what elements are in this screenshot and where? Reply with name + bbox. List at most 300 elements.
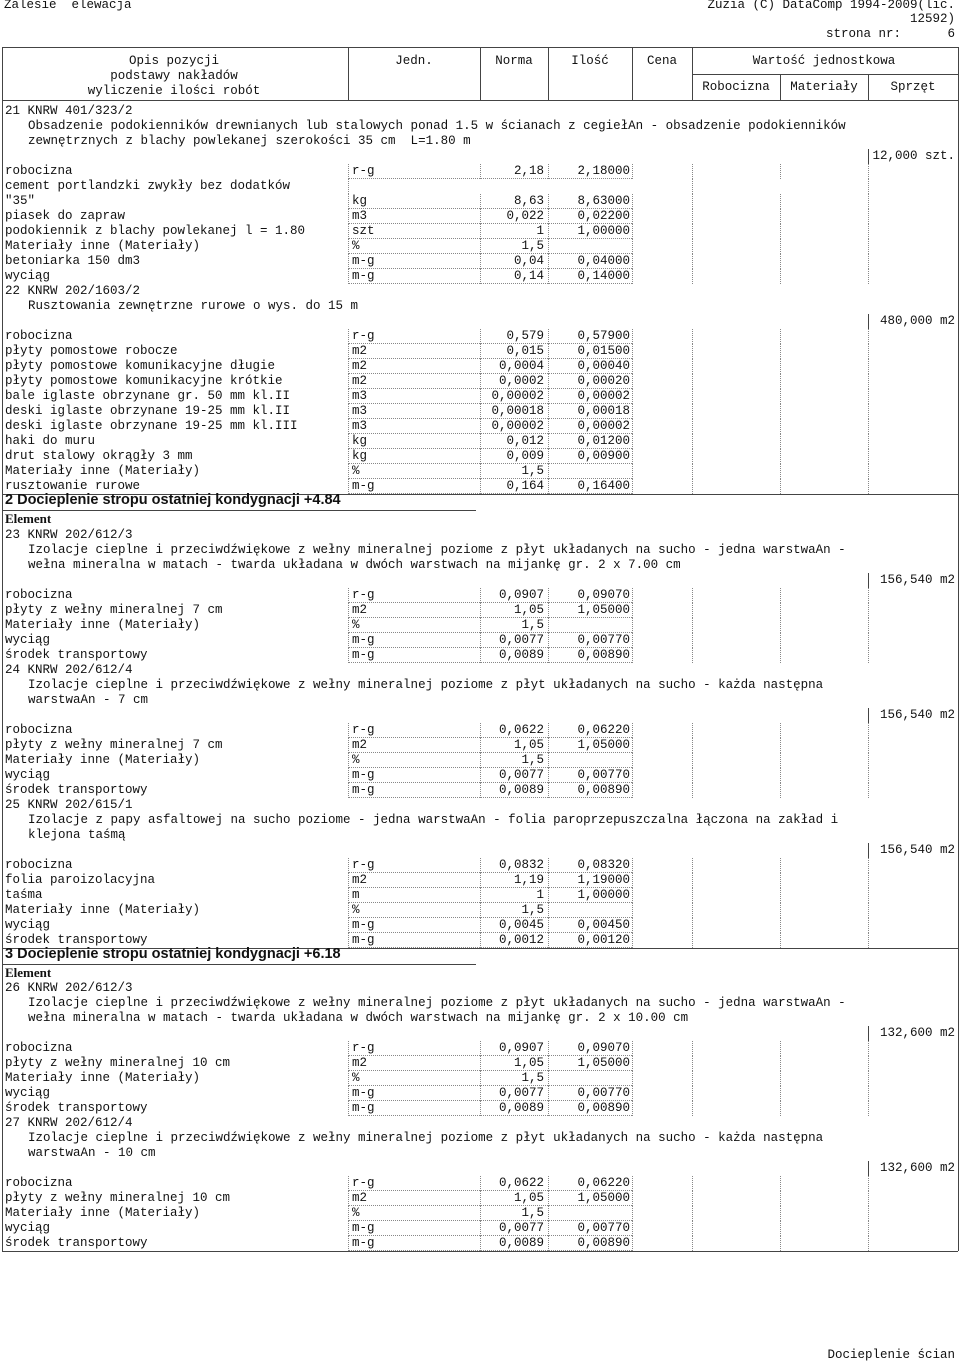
resource-quantity: 0,00890 [577, 1236, 630, 1250]
grid-line [480, 404, 481, 419]
position-description: warstwaAn - 10 cm [28, 1146, 156, 1160]
position-description: Izolacje cieplne i przeciwdźwiękowe z wełny mineralnej poziome z płyt układanych na sucho - każda następna [28, 678, 824, 692]
grid-line [868, 648, 869, 663]
resource-name: płyty z wełny mineralnej 10 cm [5, 1056, 231, 1070]
resource-name: środek transportowy [5, 1236, 148, 1250]
grid-line [480, 768, 481, 783]
grid-line [692, 1191, 693, 1206]
resource-name: haki do muru [5, 434, 96, 448]
resource-quantity: 1,00000 [577, 224, 630, 238]
grid-line [868, 1056, 869, 1071]
grid-line [548, 209, 549, 224]
resource-norma: 0,00018 [491, 404, 544, 418]
grid-line [692, 588, 693, 603]
header-jedn: Jedn. [395, 54, 433, 68]
resource-quantity: 0,00770 [577, 633, 630, 647]
grid-line [548, 768, 549, 783]
resource-unit: r-g [352, 723, 375, 737]
grid-line [692, 858, 693, 873]
grid-line [632, 1041, 633, 1056]
grid-line [480, 464, 481, 479]
grid-line [868, 903, 869, 918]
grid-line [348, 753, 349, 768]
grid-line [548, 464, 549, 479]
grid-line [348, 1071, 349, 1086]
grid-line [692, 888, 693, 903]
grid-line [780, 738, 781, 753]
resource-quantity: 0,00770 [577, 768, 630, 782]
grid-line [480, 254, 481, 269]
grid-line [348, 1115, 632, 1116]
grid-line [348, 164, 349, 179]
header-norma: Norma [495, 54, 533, 68]
grid-line [348, 918, 349, 933]
grid-line [868, 1101, 869, 1116]
grid-line [548, 1041, 549, 1056]
grid-line [692, 1206, 693, 1221]
grid-line [480, 224, 481, 239]
grid-line [632, 1191, 633, 1206]
grid-line [480, 753, 481, 768]
grid-line [780, 918, 781, 933]
grid-line [780, 588, 781, 603]
position-description: wełna mineralna w matach - twarda układana w dwóch warstwach na mijankę gr. 2 x 7.00 cm [28, 558, 681, 572]
grid-line [348, 239, 349, 254]
grid-line [632, 753, 633, 768]
resource-unit: % [352, 618, 360, 632]
grid-line [632, 603, 633, 618]
resource-norma: 0,579 [506, 329, 544, 343]
resource-unit: % [352, 239, 360, 253]
grid-line [868, 1041, 869, 1056]
grid-line [548, 633, 549, 648]
position-description: zewnętrznych z blachy powlekanej szerokości 35 cm L=1.80 m [28, 134, 471, 148]
grid-line [548, 1191, 549, 1206]
grid-line [548, 873, 549, 888]
grid-line [480, 344, 481, 359]
grid-line [692, 449, 693, 464]
resource-name: Materiały inne (Materiały) [5, 903, 201, 917]
resource-norma: 1 [536, 224, 544, 238]
grid-line [2, 964, 476, 965]
grid-line [480, 1176, 481, 1191]
resource-norma: 8,63 [513, 194, 544, 208]
grid-line [548, 389, 549, 404]
grid-line [480, 449, 481, 464]
grid-line [548, 753, 549, 768]
position-code: 25 KNRW 202/615/1 [5, 798, 133, 812]
grid-line [548, 404, 549, 419]
position-code: 22 KNRW 202/1603/2 [5, 284, 141, 298]
grid-line [480, 434, 481, 449]
grid-line [780, 888, 781, 903]
resource-unit: m2 [352, 359, 368, 373]
resource-quantity: 1,19000 [577, 873, 630, 887]
position-description: Izolacje cieplne i przeciwdźwiękowe z wełny mineralnej poziome z płyt układanych na sucho - każda następna [28, 1131, 824, 1145]
position-description: Izolacje cieplne i przeciwdźwiękowe z wełny mineralnej poziome z płyt układanych na sucho - jedna warstwaAn - [28, 996, 846, 1010]
grid-line [480, 588, 481, 603]
grid-line [632, 768, 633, 783]
resource-norma: 0,0089 [498, 1236, 544, 1250]
grid-line [780, 374, 781, 389]
document-title: Zalesie elewacja [4, 0, 132, 12]
grid-line [548, 164, 549, 179]
position-code: 23 KNRW 202/612/3 [5, 528, 133, 542]
grid-line [632, 783, 633, 798]
grid-line [780, 404, 781, 419]
grid-line [348, 888, 349, 903]
resource-quantity: 1,00000 [577, 888, 630, 902]
grid-line [632, 254, 633, 269]
resource-norma: 1,05 [513, 603, 544, 617]
grid-line [780, 194, 781, 209]
grid-line [780, 648, 781, 663]
grid-line [632, 1071, 633, 1086]
grid-line [548, 419, 549, 434]
grid-line [632, 1236, 633, 1251]
grid-line [480, 1191, 481, 1206]
grid-line [348, 1221, 349, 1236]
grid-line [868, 449, 869, 464]
resource-unit: kg [352, 449, 368, 463]
grid-line [348, 633, 349, 648]
page-footer: Docieplenie ścian [827, 1348, 955, 1362]
resource-norma: 1 [536, 888, 544, 902]
resource-unit: r-g [352, 329, 375, 343]
grid-line [348, 933, 349, 948]
grid-line [480, 918, 481, 933]
grid-line [868, 1071, 869, 1086]
resource-name: środek transportowy [5, 783, 148, 797]
resource-quantity: 0,00002 [577, 389, 630, 403]
grid-line [348, 1236, 349, 1251]
grid-line [692, 464, 693, 479]
grid-line [632, 1056, 633, 1071]
resource-quantity: 0,00002 [577, 419, 630, 433]
resource-unit: m2 [352, 1056, 368, 1070]
section-title: 2 Docieplenie stropu ostatniej kondygnacji +4.84 [5, 492, 341, 508]
grid-line [348, 1086, 349, 1101]
grid-line [868, 464, 869, 479]
resource-quantity: 0,08320 [577, 858, 630, 872]
resource-quantity: 0,00900 [577, 449, 630, 463]
resource-norma: 0,0077 [498, 1221, 544, 1235]
grid-line [868, 239, 869, 254]
grid-line [548, 239, 549, 254]
grid-line [692, 768, 693, 783]
resource-quantity: 0,00890 [577, 1101, 630, 1115]
resource-name: drut stalowy okrągły 3 mm [5, 449, 193, 463]
resource-name: robocizna [5, 1176, 73, 1190]
grid-line [480, 1101, 481, 1116]
grid-line [632, 1086, 633, 1101]
grid-line [632, 1176, 633, 1191]
grid-line [348, 1176, 349, 1191]
grid-line [480, 1071, 481, 1086]
grid-line [632, 389, 633, 404]
grid-line [480, 164, 481, 179]
resource-name: deski iglaste obrzynane 19-25 mm kl.III [5, 419, 298, 433]
resource-unit: m3 [352, 404, 368, 418]
grid-line [868, 723, 869, 738]
resource-unit: % [352, 1071, 360, 1085]
grid-line [692, 753, 693, 768]
grid-line [480, 359, 481, 374]
resource-name: robocizna [5, 858, 73, 872]
grid-line [692, 618, 693, 633]
grid-line [692, 1086, 693, 1101]
resource-norma: 0,00002 [491, 419, 544, 433]
resource-unit: m-g [352, 783, 375, 797]
grid-line [780, 269, 781, 284]
grid-line [348, 797, 632, 798]
grid-line [632, 618, 633, 633]
grid-line [692, 224, 693, 239]
grid-line [780, 1191, 781, 1206]
section-title: 3 Docieplenie stropu ostatniej kondygnacji +6.18 [5, 946, 341, 962]
grid-line [868, 224, 869, 239]
grid-line [348, 283, 632, 284]
resource-unit: m-g [352, 648, 375, 662]
resource-quantity: 0,04000 [577, 254, 630, 268]
grid-line [348, 404, 349, 419]
grid-line [692, 1236, 693, 1251]
resource-name: środek transportowy [5, 1101, 148, 1115]
grid-line [480, 329, 481, 344]
position-code: 26 KNRW 202/612/3 [5, 981, 133, 995]
resource-name: wyciąg [5, 918, 51, 932]
resource-unit: m-g [352, 1086, 375, 1100]
resource-name: folia paroizolacyjna [5, 873, 156, 887]
resource-name: płyty z wełny mineralnej 10 cm [5, 1191, 231, 1205]
resource-quantity: 0,01200 [577, 434, 630, 448]
resource-name: płyty pomostowe komunikacyjne długie [5, 359, 276, 373]
grid-line [692, 389, 693, 404]
resource-unit: m-g [352, 1221, 375, 1235]
grid-line [692, 633, 693, 648]
resource-quantity: 0,00890 [577, 648, 630, 662]
grid-line [348, 179, 349, 194]
grid-line [780, 479, 781, 494]
resource-name: wyciąg [5, 768, 51, 782]
grid-line [548, 359, 549, 374]
grid-line [868, 858, 869, 873]
grid-line [868, 359, 869, 374]
grid-line [548, 903, 549, 918]
resource-name: środek transportowy [5, 933, 148, 947]
position-quantity: 156,540 m2 [879, 573, 955, 587]
grid-line [780, 753, 781, 768]
header-sprzet: Sprzęt [890, 80, 936, 94]
grid-line [480, 618, 481, 633]
resource-name: Materiały inne (Materiały) [5, 1071, 201, 1085]
grid-line [868, 918, 869, 933]
grid-line [548, 723, 549, 738]
grid-line [780, 903, 781, 918]
resource-unit: m2 [352, 344, 368, 358]
grid-line [632, 479, 633, 494]
resource-quantity: 0,00040 [577, 359, 630, 373]
grid-line [780, 633, 781, 648]
grid-line [632, 359, 633, 374]
resource-name: deski iglaste obrzynane 19-25 mm kl.II [5, 404, 291, 418]
resource-norma: 0,022 [506, 209, 544, 223]
grid-line [692, 1101, 693, 1116]
grid-line [348, 1101, 349, 1116]
resource-name: wyciąg [5, 1086, 51, 1100]
resource-unit: % [352, 903, 360, 917]
grid-line [868, 419, 869, 434]
resource-norma: 0,0002 [498, 374, 544, 388]
grid-line [868, 1206, 869, 1221]
resource-norma: 0,0089 [498, 648, 544, 662]
grid-line [868, 374, 869, 389]
resource-unit: r-g [352, 164, 375, 178]
grid-line [868, 753, 869, 768]
grid-line [548, 479, 549, 494]
grid-line [780, 873, 781, 888]
grid-line [548, 254, 549, 269]
grid-line [780, 783, 781, 798]
grid-line [780, 1101, 781, 1116]
grid-line [780, 254, 781, 269]
resource-quantity: 0,02200 [577, 209, 630, 223]
grid-line [480, 1056, 481, 1071]
resource-quantity: 0,14000 [577, 269, 630, 283]
grid-line [632, 1101, 633, 1116]
grid-line [548, 1206, 549, 1221]
grid-line [480, 738, 481, 753]
grid-line [780, 389, 781, 404]
resource-quantity: 0,00890 [577, 783, 630, 797]
element-label: Element [5, 965, 52, 980]
resource-quantity: 0,09070 [577, 1041, 630, 1055]
resource-norma: 0,14 [513, 269, 544, 283]
grid-line [780, 344, 781, 359]
grid-line [348, 858, 349, 873]
grid-line [868, 1236, 869, 1251]
grid-line [692, 374, 693, 389]
grid-line [780, 1086, 781, 1101]
resource-name: robocizna [5, 723, 73, 737]
grid-line [632, 588, 633, 603]
resource-name: wyciąg [5, 269, 51, 283]
grid-line [480, 419, 481, 434]
resource-norma: 0,009 [506, 449, 544, 463]
resource-name: środek transportowy [5, 648, 148, 662]
grid-line [868, 1026, 869, 1041]
grid-line [868, 843, 869, 858]
resource-norma: 1,5 [521, 618, 544, 632]
grid-line [480, 873, 481, 888]
grid-line [868, 888, 869, 903]
resource-unit: m-g [352, 933, 375, 947]
grid-line [2, 510, 476, 511]
grid-line [348, 344, 349, 359]
header-ilosc: Ilość [571, 54, 609, 68]
resource-unit: kg [352, 434, 368, 448]
grid-line [548, 1056, 549, 1071]
element-label: Element [5, 511, 52, 526]
grid-line [632, 858, 633, 873]
grid-line [692, 239, 693, 254]
grid-line [548, 449, 549, 464]
grid-line [480, 858, 481, 873]
grid-line [548, 603, 549, 618]
grid-line [692, 903, 693, 918]
resource-norma: 1,5 [521, 903, 544, 917]
resource-norma: 0,0045 [498, 918, 544, 932]
grid-line [348, 194, 349, 209]
grid-line [692, 1176, 693, 1191]
grid-line [348, 254, 349, 269]
position-description: Obsadzenie podokienników drewnianych lub stalowych ponad 1.5 w ścianach z cegiełAn - obsadzenie podokienników [28, 119, 846, 133]
grid-line [348, 903, 349, 918]
grid-line [868, 179, 869, 194]
grid-line [780, 1071, 781, 1086]
grid-line [692, 269, 693, 284]
grid-line [348, 389, 349, 404]
grid-line [480, 209, 481, 224]
resource-norma: 0,0089 [498, 783, 544, 797]
grid-line [480, 1041, 481, 1056]
resource-norma: 1,5 [521, 753, 544, 767]
resource-norma: 1,5 [521, 464, 544, 478]
header-robocizna: Robocizna [702, 80, 770, 94]
grid-line [632, 1206, 633, 1221]
grid-line [780, 933, 781, 948]
grid-line [692, 1056, 693, 1071]
resource-norma: 0,164 [506, 479, 544, 493]
grid-line [692, 1221, 693, 1236]
grid-line [780, 464, 781, 479]
position-quantity: 132,600 m2 [879, 1026, 955, 1040]
grid-line [780, 618, 781, 633]
grid-line [348, 178, 632, 179]
grid-line [868, 1161, 869, 1176]
grid-line [780, 419, 781, 434]
page-number: 6 [947, 27, 955, 41]
resource-unit: m2 [352, 738, 368, 752]
resource-unit: % [352, 464, 360, 478]
resource-unit: r-g [352, 588, 375, 602]
grid-line [632, 633, 633, 648]
grid-line [692, 344, 693, 359]
resource-norma: 1,5 [521, 239, 544, 253]
resource-norma: 0,015 [506, 344, 544, 358]
resource-unit: m-g [352, 768, 375, 782]
grid-line [348, 374, 349, 389]
grid-line [632, 723, 633, 738]
resource-unit: m-g [352, 269, 375, 283]
resource-quantity: 0,57900 [577, 329, 630, 343]
grid-line [780, 449, 781, 464]
grid-line [348, 1056, 349, 1071]
grid-line [692, 1041, 693, 1056]
grid-line [868, 783, 869, 798]
resource-name: podokiennik z blachy powlekanej l = 1.80 [5, 224, 306, 238]
grid-line [780, 434, 781, 449]
grid-line [548, 738, 549, 753]
resource-quantity: 0,00120 [577, 933, 630, 947]
position-code: 27 KNRW 202/612/4 [5, 1116, 133, 1130]
resource-unit: szt [352, 224, 375, 238]
grid-line [868, 209, 869, 224]
resource-name: taśma [5, 888, 43, 902]
grid-line [348, 1206, 349, 1221]
resource-name: płyty z wełny mineralnej 7 cm [5, 738, 223, 752]
grid-line [548, 588, 549, 603]
